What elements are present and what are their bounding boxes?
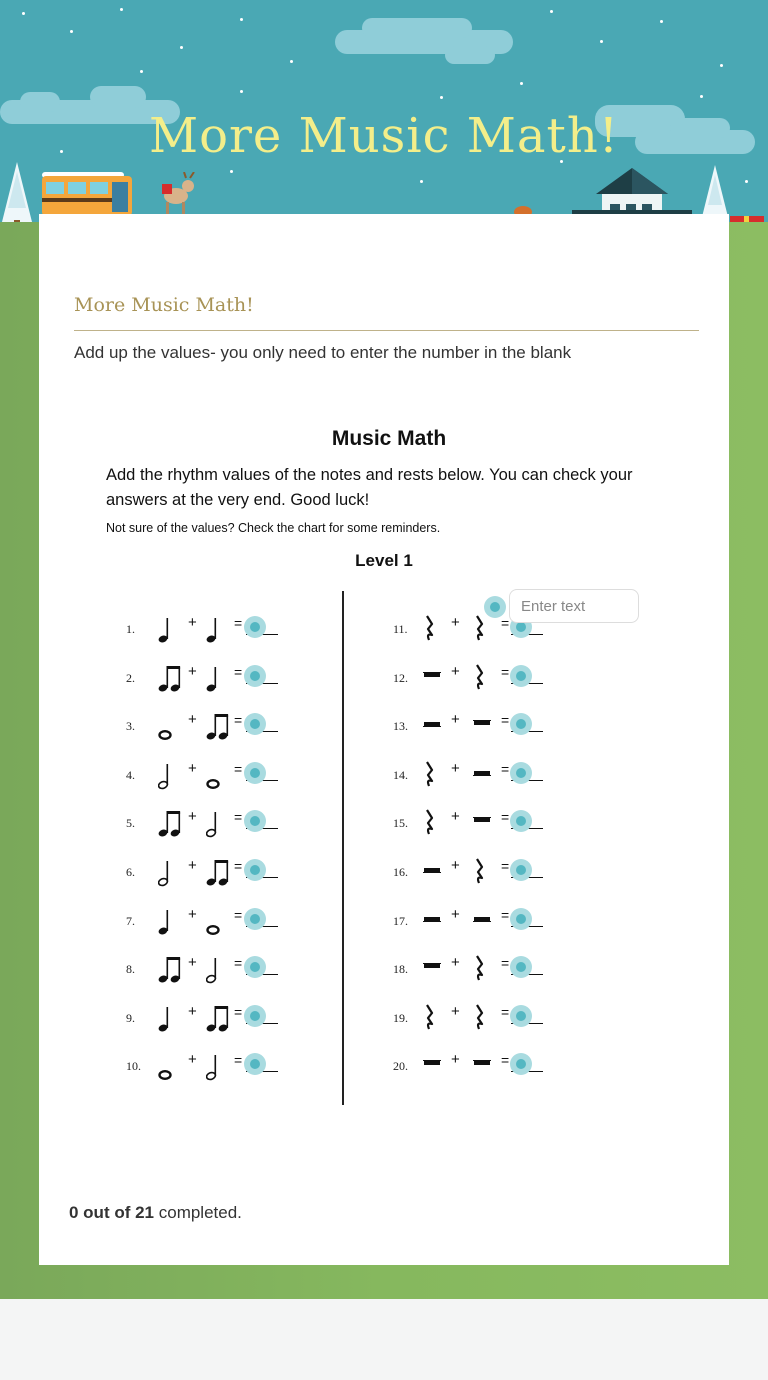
problem-row <box>126 954 296 984</box>
snowflake <box>240 90 243 93</box>
snowflake <box>550 10 553 13</box>
problem-number: 3. <box>126 719 135 734</box>
quarter-rest-symbol <box>423 1003 435 1033</box>
equals-sign: = <box>234 1003 243 1020</box>
answer-input-handle[interactable] <box>510 762 532 784</box>
problem-row <box>393 954 563 984</box>
snowflake <box>700 95 703 98</box>
problem-row <box>393 906 563 936</box>
half-symbol <box>206 808 220 838</box>
equals-sign: = <box>501 712 510 729</box>
problem-row <box>393 808 563 838</box>
reindeer-icon <box>158 172 198 216</box>
plus-sign: + <box>451 857 460 874</box>
problem-number: 7. <box>126 913 135 928</box>
problem-number: 17. <box>393 913 408 928</box>
worksheet-description: Add the rhythm values of the notes and rests below. You can check your answers at the very end. Good luck! <box>106 466 633 509</box>
half-rest-symbol <box>423 857 441 887</box>
equals-sign: = <box>234 809 243 826</box>
quarter-rest-symbol <box>423 614 435 644</box>
answer-input-handle[interactable] <box>510 908 532 930</box>
plus-sign: + <box>451 1002 460 1020</box>
quarter-rest-symbol <box>473 857 485 887</box>
problem-row <box>393 857 563 887</box>
problem-row <box>393 1003 563 1033</box>
answer-input-handle[interactable] <box>510 1005 532 1027</box>
problem-number: 18. <box>393 962 408 977</box>
text-input-field[interactable] <box>509 589 639 623</box>
plus-sign: + <box>188 954 197 972</box>
whole-symbol <box>158 1051 172 1081</box>
quarter-rest-symbol <box>473 954 485 984</box>
problem-number: 12. <box>393 670 408 685</box>
quarter-symbol <box>206 614 220 644</box>
eighths-symbol <box>158 663 184 693</box>
snowflake <box>660 20 663 23</box>
plus-sign: + <box>451 759 460 777</box>
answer-input-handle[interactable] <box>244 762 266 784</box>
plus-sign: + <box>188 614 197 631</box>
half-symbol <box>158 857 172 887</box>
half-symbol <box>206 1051 220 1081</box>
problem-number: 15. <box>393 816 408 831</box>
problem-number: 2. <box>126 670 135 685</box>
equals-sign: = <box>501 615 510 631</box>
answer-input-handle[interactable] <box>244 665 266 687</box>
plus-sign: + <box>188 759 197 777</box>
half-rest-symbol <box>423 711 441 741</box>
snowflake <box>22 12 25 15</box>
problem-number: 19. <box>393 1010 408 1025</box>
plus-sign: + <box>188 808 197 826</box>
quarter-symbol <box>158 1003 172 1033</box>
problem-row <box>126 711 296 741</box>
quarter-symbol <box>158 906 172 936</box>
whole-rest-symbol <box>423 954 441 984</box>
snowflake <box>520 82 523 85</box>
answer-input-handle[interactable] <box>510 665 532 687</box>
eighths-symbol <box>206 857 232 887</box>
snowflake <box>230 170 233 173</box>
equals-sign: = <box>501 955 510 972</box>
equals-sign: = <box>234 1052 243 1069</box>
house-icon <box>572 168 692 218</box>
problem-number: 4. <box>126 767 135 782</box>
problem-number: 9. <box>126 1010 135 1025</box>
snowflake <box>440 96 443 99</box>
problem-number: 5. <box>126 816 135 831</box>
progress-count: 0 out of 21 <box>69 1203 155 1222</box>
whole-rest-symbol <box>473 808 491 838</box>
whole-rest-symbol <box>473 711 491 741</box>
problem-row <box>126 857 296 887</box>
whole-rest-symbol <box>473 1051 491 1081</box>
worksheet-level: Level 1 <box>355 551 413 570</box>
equals-sign: = <box>234 760 243 777</box>
problem-number: 14. <box>393 767 408 782</box>
answer-input-handle[interactable] <box>244 908 266 930</box>
equals-sign: = <box>501 663 510 680</box>
bus-icon <box>40 168 140 216</box>
whole-rest-symbol <box>423 663 441 693</box>
problem-row <box>126 614 296 644</box>
whole-symbol <box>158 711 172 741</box>
header-banner <box>0 0 768 240</box>
snowflake <box>240 18 243 21</box>
equals-sign: = <box>234 955 243 972</box>
plus-sign: + <box>451 614 460 631</box>
progress-text <box>69 1203 242 1223</box>
problem-number: 10. <box>126 1059 141 1074</box>
snowflake <box>600 40 603 43</box>
whole-symbol <box>206 760 220 790</box>
problem-row <box>393 760 563 790</box>
equals-sign: = <box>234 615 243 631</box>
answer-input-handle[interactable] <box>510 859 532 881</box>
problem-row <box>126 808 296 838</box>
problem-number: 1. <box>126 622 135 636</box>
snowflake <box>180 46 183 49</box>
problem-row <box>126 663 296 693</box>
problem-row <box>393 711 563 741</box>
snowflake <box>745 180 748 183</box>
whole-rest-symbol <box>423 1051 441 1081</box>
eighths-symbol <box>158 954 184 984</box>
plus-sign: + <box>188 905 197 923</box>
half-rest-symbol <box>473 760 491 790</box>
problem-number: 20. <box>393 1059 408 1074</box>
quarter-symbol <box>158 614 172 644</box>
plus-sign: + <box>188 1002 197 1020</box>
instructions-text: Add up the values- you only need to enter the number in the blank <box>74 343 572 362</box>
plus-sign: + <box>451 905 460 923</box>
problem-row <box>126 760 296 790</box>
half-rest-symbol <box>423 906 441 936</box>
section-divider <box>74 330 699 331</box>
cloud <box>445 46 495 64</box>
problem-number: 11. <box>393 622 408 636</box>
quarter-symbol <box>206 663 220 693</box>
equals-sign: = <box>234 712 243 729</box>
text-field-handle[interactable] <box>484 596 506 618</box>
answer-input-handle[interactable] <box>244 859 266 881</box>
snowflake <box>140 70 143 73</box>
eighths-symbol <box>206 1003 232 1033</box>
quarter-rest-symbol <box>473 614 485 644</box>
column-divider <box>342 591 344 1105</box>
eighths-symbol <box>158 808 184 838</box>
content-card <box>39 214 729 1265</box>
answer-input-handle[interactable] <box>244 1005 266 1027</box>
problem-number: 8. <box>126 962 135 977</box>
plus-sign: + <box>451 1051 460 1069</box>
plus-sign: + <box>188 1051 197 1069</box>
problem-row <box>393 663 563 693</box>
equals-sign: = <box>234 858 243 874</box>
problem-number: 16. <box>393 865 408 879</box>
plus-sign: + <box>451 662 460 680</box>
equals-sign: = <box>501 1052 510 1069</box>
problem-row <box>126 906 296 936</box>
problem-row <box>126 1051 296 1081</box>
quarter-rest-symbol <box>423 808 435 838</box>
cloud <box>90 86 146 108</box>
problem-row <box>393 1051 563 1081</box>
banner-title: More Music Math! <box>148 108 620 164</box>
problem-row <box>126 1003 296 1033</box>
quarter-rest-symbol <box>473 663 485 693</box>
problem-number: 13. <box>393 719 408 734</box>
snowflake <box>70 30 73 33</box>
progress-suffix: completed. <box>154 1203 242 1222</box>
plus-sign: + <box>188 662 197 680</box>
half-symbol <box>158 760 172 790</box>
snowflake <box>420 180 423 183</box>
equals-sign: = <box>501 858 510 874</box>
equals-sign: = <box>501 760 510 777</box>
snowflake <box>290 60 293 63</box>
answer-input-handle[interactable] <box>244 616 266 638</box>
snowflake <box>720 64 723 67</box>
plus-sign: + <box>451 808 460 826</box>
section-title: More Music Math! <box>74 294 254 316</box>
equals-sign: = <box>234 663 243 680</box>
quarter-rest-symbol <box>473 1003 485 1033</box>
worksheet-note: Not sure of the values? Check the chart for some reminders. <box>106 521 441 535</box>
half-symbol <box>206 954 220 984</box>
worksheet-title: Music Math <box>331 427 447 450</box>
equals-sign: = <box>234 906 243 923</box>
whole-symbol <box>206 906 220 936</box>
half-rest-symbol <box>473 906 491 936</box>
plus-sign: + <box>188 711 197 729</box>
equals-sign: = <box>501 906 510 923</box>
plus-sign: + <box>451 711 460 729</box>
quarter-rest-symbol <box>423 760 435 790</box>
eighths-symbol <box>206 711 232 741</box>
equals-sign: = <box>501 809 510 826</box>
cloud <box>362 18 472 38</box>
problem-number: 6. <box>126 865 135 879</box>
equals-sign: = <box>501 1003 510 1020</box>
plus-sign: + <box>451 954 460 972</box>
snowflake <box>120 8 123 11</box>
plus-sign: + <box>188 857 197 874</box>
